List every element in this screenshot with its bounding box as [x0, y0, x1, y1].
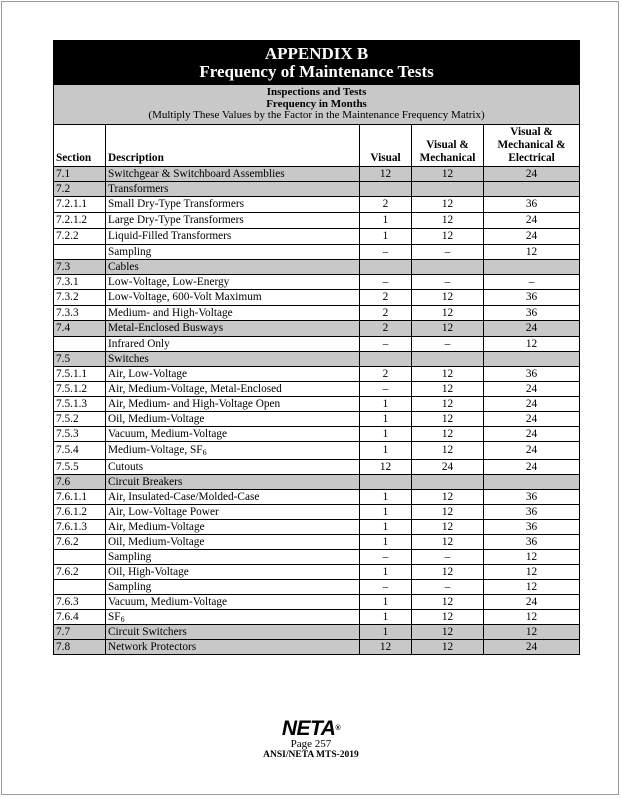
cell-description: [106, 504, 360, 519]
cell-visual: 2: [360, 196, 412, 212]
cell-visual: 1: [360, 212, 412, 228]
table-subheader-row: [54, 85, 580, 125]
cell-section: 7.6.1.1: [54, 489, 106, 504]
cell-section: 7.6.4: [54, 609, 106, 624]
cell-visual: 12: [360, 639, 412, 654]
description-text: Low-Voltage, 600-Volt Maximum: [108, 291, 262, 303]
description-text: Sampling: [108, 580, 152, 593]
cell-visual-mechanical-electrical: 24: [484, 396, 580, 411]
cell-description: [106, 181, 360, 196]
description-text: Metal-Enclosed Busways: [108, 322, 224, 334]
col-header-vm-line1: Visual &: [426, 138, 469, 151]
table-row: [54, 396, 580, 411]
table-row: [54, 351, 580, 366]
cell-visual-mechanical-electrical: 24: [484, 212, 580, 228]
registered-mark: ®: [335, 725, 341, 732]
cell-visual: –: [360, 549, 412, 564]
cell-visual-mechanical: [412, 259, 484, 274]
cell-section: 7.6.1.2: [54, 504, 106, 519]
cell-visual-mechanical: [412, 351, 484, 366]
cell-visual: –: [360, 381, 412, 396]
cell-visual-mechanical: 12: [412, 381, 484, 396]
cell-section: 7.3.1: [54, 274, 106, 289]
cell-visual: 1: [360, 426, 412, 441]
cell-visual-mechanical: 12: [412, 624, 484, 639]
description-text: Cutouts: [108, 460, 144, 473]
cell-section: 7.2: [54, 181, 106, 196]
table-row: [54, 441, 580, 459]
cell-description: [106, 320, 360, 336]
cell-visual-mechanical: 12: [412, 396, 484, 411]
table-row: [54, 639, 580, 654]
cell-visual: –: [360, 336, 412, 351]
cell-description: [106, 564, 360, 579]
cell-description: [106, 594, 360, 609]
cell-description: [106, 259, 360, 274]
cell-description: [106, 228, 360, 244]
cell-section: 7.3: [54, 259, 106, 274]
col-header-vme-line3: Electrical: [508, 151, 555, 164]
cell-visual: 12: [360, 166, 412, 181]
cell-description: [106, 351, 360, 366]
cell-visual-mechanical: 12: [412, 594, 484, 609]
cell-visual-mechanical-electrical: 24: [484, 594, 580, 609]
table-row: [54, 244, 580, 259]
cell-visual: 1: [360, 534, 412, 549]
cell-section: 7.6.1.3: [54, 519, 106, 534]
cell-section: 7.5.4: [54, 441, 106, 459]
cell-section: 7.5.3: [54, 426, 106, 441]
cell-visual: 12: [360, 459, 412, 474]
cell-visual-mechanical: 12: [412, 441, 484, 459]
description-text: Large Dry-Type Transformers: [108, 214, 244, 226]
cell-visual-mechanical-electrical: 12: [484, 336, 580, 351]
cell-description: [106, 305, 360, 320]
description-text: Switchgear & Switchboard Assemblies: [108, 167, 285, 180]
table-row: [54, 366, 580, 381]
cell-section: 7.2.1.2: [54, 212, 106, 228]
cell-visual: –: [360, 274, 412, 289]
description-text: Cables: [108, 260, 139, 273]
cell-visual-mechanical: 12: [412, 320, 484, 336]
col-header-visual: Visual: [360, 124, 412, 166]
table-row: [54, 411, 580, 426]
cell-section: 7.5: [54, 351, 106, 366]
appendix-title: APPENDIX B: [264, 44, 369, 63]
cell-visual-mechanical-electrical: [484, 259, 580, 274]
table-row: [54, 426, 580, 441]
cell-section: 7.1: [54, 166, 106, 181]
cell-visual-mechanical-electrical: 12: [484, 579, 580, 594]
description-text: Sampling: [108, 550, 152, 563]
cell-visual-mechanical-electrical: 36: [484, 504, 580, 519]
description-text: Air, Low-Voltage Power: [108, 505, 219, 518]
table-row: [54, 474, 580, 489]
cell-description: [106, 519, 360, 534]
cell-visual: 1: [360, 594, 412, 609]
description-text: Oil, High-Voltage: [108, 565, 189, 578]
cell-visual-mechanical-electrical: [484, 351, 580, 366]
cell-description: [106, 459, 360, 474]
description-text: Air, Medium- and High-Voltage Open: [108, 397, 281, 410]
cell-visual: 1: [360, 609, 412, 624]
cell-visual-mechanical-electrical: 12: [484, 564, 580, 579]
col-header-vme-line2: Mechanical &: [497, 138, 566, 151]
cell-section: 7.5.1.2: [54, 381, 106, 396]
cell-visual-mechanical: 24: [412, 459, 484, 474]
table-row: [54, 579, 580, 594]
cell-visual: 2: [360, 320, 412, 336]
cell-visual-mechanical-electrical: 36: [484, 305, 580, 320]
cell-section: 7.3.3: [54, 305, 106, 320]
description-text: Switches: [108, 352, 149, 365]
cell-visual-mechanical-electrical: 24: [484, 228, 580, 244]
description-text: SF: [108, 610, 121, 623]
cell-section: 7.2.2: [54, 228, 106, 244]
cell-visual: 1: [360, 564, 412, 579]
cell-visual: 1: [360, 228, 412, 244]
neta-logo: [0, 718, 622, 740]
cell-visual-mechanical: 12: [412, 366, 484, 381]
description-text: Low-Voltage, Low-Energy: [108, 275, 230, 288]
cell-description: [106, 212, 360, 228]
cell-section: 7.8: [54, 639, 106, 654]
description-text: Vacuum, Medium-Voltage: [108, 595, 228, 608]
cell-visual-mechanical: [412, 474, 484, 489]
cell-visual: [360, 181, 412, 196]
maintenance-frequency-table: [53, 40, 580, 655]
cell-description: [106, 579, 360, 594]
cell-description: [106, 534, 360, 549]
cell-visual: 1: [360, 411, 412, 426]
cell-visual-mechanical: –: [412, 274, 484, 289]
table-title: [54, 41, 580, 85]
neta-logo-text: NETA: [281, 717, 336, 740]
cell-visual-mechanical: 12: [412, 639, 484, 654]
table-row: [54, 381, 580, 396]
table-row: [54, 289, 580, 305]
cell-visual: –: [360, 579, 412, 594]
cell-description: [106, 489, 360, 504]
cell-visual-mechanical: 12: [412, 228, 484, 244]
cell-visual-mechanical-electrical: 24: [484, 441, 580, 459]
cell-visual-mechanical-electrical: 24: [484, 166, 580, 181]
cell-visual: 1: [360, 519, 412, 534]
table-row: [54, 519, 580, 534]
cell-visual-mechanical: –: [412, 549, 484, 564]
cell-description: [106, 624, 360, 639]
cell-section: 7.5.5: [54, 459, 106, 474]
cell-visual-mechanical-electrical: 12: [484, 244, 580, 259]
description-text: Oil, Medium-Voltage: [108, 535, 205, 548]
table-row: [54, 336, 580, 351]
cell-visual-mechanical-electrical: 36: [484, 196, 580, 212]
cell-visual-mechanical: 12: [412, 196, 484, 212]
subheader-note: (Multiply These Values by the Factor in the Maintenance Frequency Matrix): [148, 109, 485, 121]
cell-section: 7.6: [54, 474, 106, 489]
description-text: Medium- and High-Voltage: [108, 306, 233, 319]
table-row: [54, 305, 580, 320]
cell-visual-mechanical-electrical: 24: [484, 411, 580, 426]
cell-section: 7.5.1.1: [54, 366, 106, 381]
cell-section: 7.7: [54, 624, 106, 639]
table-row: [54, 196, 580, 212]
description-text: Air, Medium-Voltage, Metal-Enclosed: [108, 382, 282, 395]
table-row: [54, 624, 580, 639]
description-text: Circuit Breakers: [108, 475, 183, 488]
cell-section: 7.6.3: [54, 594, 106, 609]
cell-visual-mechanical-electrical: [484, 181, 580, 196]
subheader-line-2: Frequency in Months: [266, 97, 367, 110]
table-row: [54, 212, 580, 228]
table-subheader: [54, 85, 580, 125]
cell-visual: 1: [360, 441, 412, 459]
cell-description: [106, 244, 360, 259]
table-row: [54, 320, 580, 336]
cell-visual-mechanical: [412, 181, 484, 196]
cell-visual: –: [360, 244, 412, 259]
cell-visual: 1: [360, 624, 412, 639]
description-text: Oil, Medium-Voltage: [108, 412, 205, 425]
cell-section: 7.6.2: [54, 564, 106, 579]
table-row: [54, 609, 580, 624]
cell-description: [106, 381, 360, 396]
cell-visual: [360, 474, 412, 489]
table-row: [54, 594, 580, 609]
cell-visual-mechanical: 12: [412, 564, 484, 579]
cell-visual-mechanical-electrical: 36: [484, 289, 580, 305]
cell-visual-mechanical: –: [412, 336, 484, 351]
description-subscript: 6: [120, 614, 125, 624]
cell-section: [54, 549, 106, 564]
cell-visual-mechanical-electrical: 24: [484, 381, 580, 396]
table-row: [54, 228, 580, 244]
cell-visual: 2: [360, 366, 412, 381]
table-row: [54, 534, 580, 549]
description-text: Vacuum, Medium-Voltage: [108, 427, 228, 440]
description-text: Small Dry-Type Transformers: [108, 198, 245, 210]
cell-description: [106, 166, 360, 181]
cell-visual-mechanical: 12: [412, 504, 484, 519]
cell-section: 7.6.2: [54, 534, 106, 549]
cell-description: [106, 411, 360, 426]
table-row: [54, 564, 580, 579]
cell-description: [106, 289, 360, 305]
standard-name: ANSI/NETA MTS-2019: [263, 750, 359, 760]
cell-visual-mechanical-electrical: 24: [484, 426, 580, 441]
cell-visual-mechanical-electrical: 36: [484, 519, 580, 534]
cell-section: 7.5.2: [54, 411, 106, 426]
cell-section: 7.5.1.3: [54, 396, 106, 411]
column-header-row: [54, 124, 580, 166]
cell-visual-mechanical: 12: [412, 166, 484, 181]
description-text: Air, Medium-Voltage: [108, 520, 205, 533]
page-number: Page 257: [290, 738, 332, 750]
cell-visual: 1: [360, 396, 412, 411]
description-text: Liquid-Filled Transformers: [108, 230, 232, 242]
cell-visual-mechanical: 12: [412, 609, 484, 624]
cell-visual-mechanical: 12: [412, 534, 484, 549]
col-header-visual-mechanical-electrical: [484, 124, 580, 166]
table-title-row: [54, 41, 580, 85]
cell-visual: [360, 259, 412, 274]
cell-visual-mechanical-electrical: 12: [484, 549, 580, 564]
cell-visual-mechanical-electrical: 24: [484, 320, 580, 336]
cell-description: [106, 274, 360, 289]
cell-visual-mechanical-electrical: [484, 474, 580, 489]
description-text: Air, Insulated-Case/Molded-Case: [108, 490, 260, 503]
cell-description: [106, 426, 360, 441]
cell-description: [106, 549, 360, 564]
cell-description: [106, 474, 360, 489]
cell-visual-mechanical-electrical: 24: [484, 459, 580, 474]
cell-visual-mechanical-electrical: 36: [484, 366, 580, 381]
cell-section: [54, 336, 106, 351]
cell-description: [106, 639, 360, 654]
cell-visual: [360, 351, 412, 366]
cell-visual-mechanical: 12: [412, 411, 484, 426]
table-row: [54, 549, 580, 564]
cell-visual: 1: [360, 489, 412, 504]
cell-section: 7.2.1.1: [54, 196, 106, 212]
col-header-section: Section: [54, 124, 106, 166]
description-text: Infrared Only: [108, 337, 170, 350]
description-text: Air, Low-Voltage: [108, 367, 188, 380]
cell-visual-mechanical-electrical: 24: [484, 639, 580, 654]
cell-visual-mechanical-electrical: –: [484, 274, 580, 289]
cell-description: [106, 609, 360, 624]
cell-visual-mechanical: –: [412, 579, 484, 594]
description-text: Medium-Voltage, SF: [108, 444, 203, 456]
col-header-description: Description: [106, 124, 360, 166]
description-text: Circuit Switchers: [108, 625, 187, 638]
cell-visual-mechanical-electrical: 36: [484, 534, 580, 549]
table-row: [54, 259, 580, 274]
cell-section: [54, 579, 106, 594]
description-text: Transformers: [108, 182, 169, 195]
cell-description: [106, 396, 360, 411]
table-row: [54, 489, 580, 504]
col-header-visual-mechanical: [412, 124, 484, 166]
subheader-line-1: Inspections and Tests: [266, 86, 367, 98]
description-text: Sampling: [108, 245, 152, 258]
cell-visual-mechanical: 12: [412, 489, 484, 504]
cell-description: [106, 196, 360, 212]
cell-section: 7.3.2: [54, 289, 106, 305]
cell-visual-mechanical: 12: [412, 212, 484, 228]
table-row: [54, 459, 580, 474]
col-header-vm-line2: Mechanical: [419, 151, 476, 164]
cell-description: [106, 336, 360, 351]
description-subscript: 6: [202, 448, 207, 457]
cell-description: [106, 366, 360, 381]
table-row: [54, 274, 580, 289]
cell-visual-mechanical: 12: [412, 305, 484, 320]
cell-visual: 2: [360, 289, 412, 305]
cell-visual: 1: [360, 504, 412, 519]
col-header-vme-line1: Visual &: [510, 125, 553, 138]
cell-visual-mechanical: 12: [412, 426, 484, 441]
table-row: [54, 504, 580, 519]
cell-visual-mechanical: 12: [412, 519, 484, 534]
table-row: [54, 181, 580, 196]
cell-visual-mechanical: 12: [412, 289, 484, 305]
cell-visual: 2: [360, 305, 412, 320]
description-text: Network Protectors: [108, 640, 197, 653]
cell-section: [54, 244, 106, 259]
appendix-subtitle: Frequency of Maintenance Tests: [199, 62, 434, 81]
cell-visual-mechanical: –: [412, 244, 484, 259]
cell-visual-mechanical-electrical: 12: [484, 609, 580, 624]
cell-section: 7.4: [54, 320, 106, 336]
cell-visual-mechanical-electrical: 12: [484, 624, 580, 639]
cell-visual-mechanical-electrical: 36: [484, 489, 580, 504]
table-row: [54, 166, 580, 181]
cell-description: [106, 441, 360, 459]
